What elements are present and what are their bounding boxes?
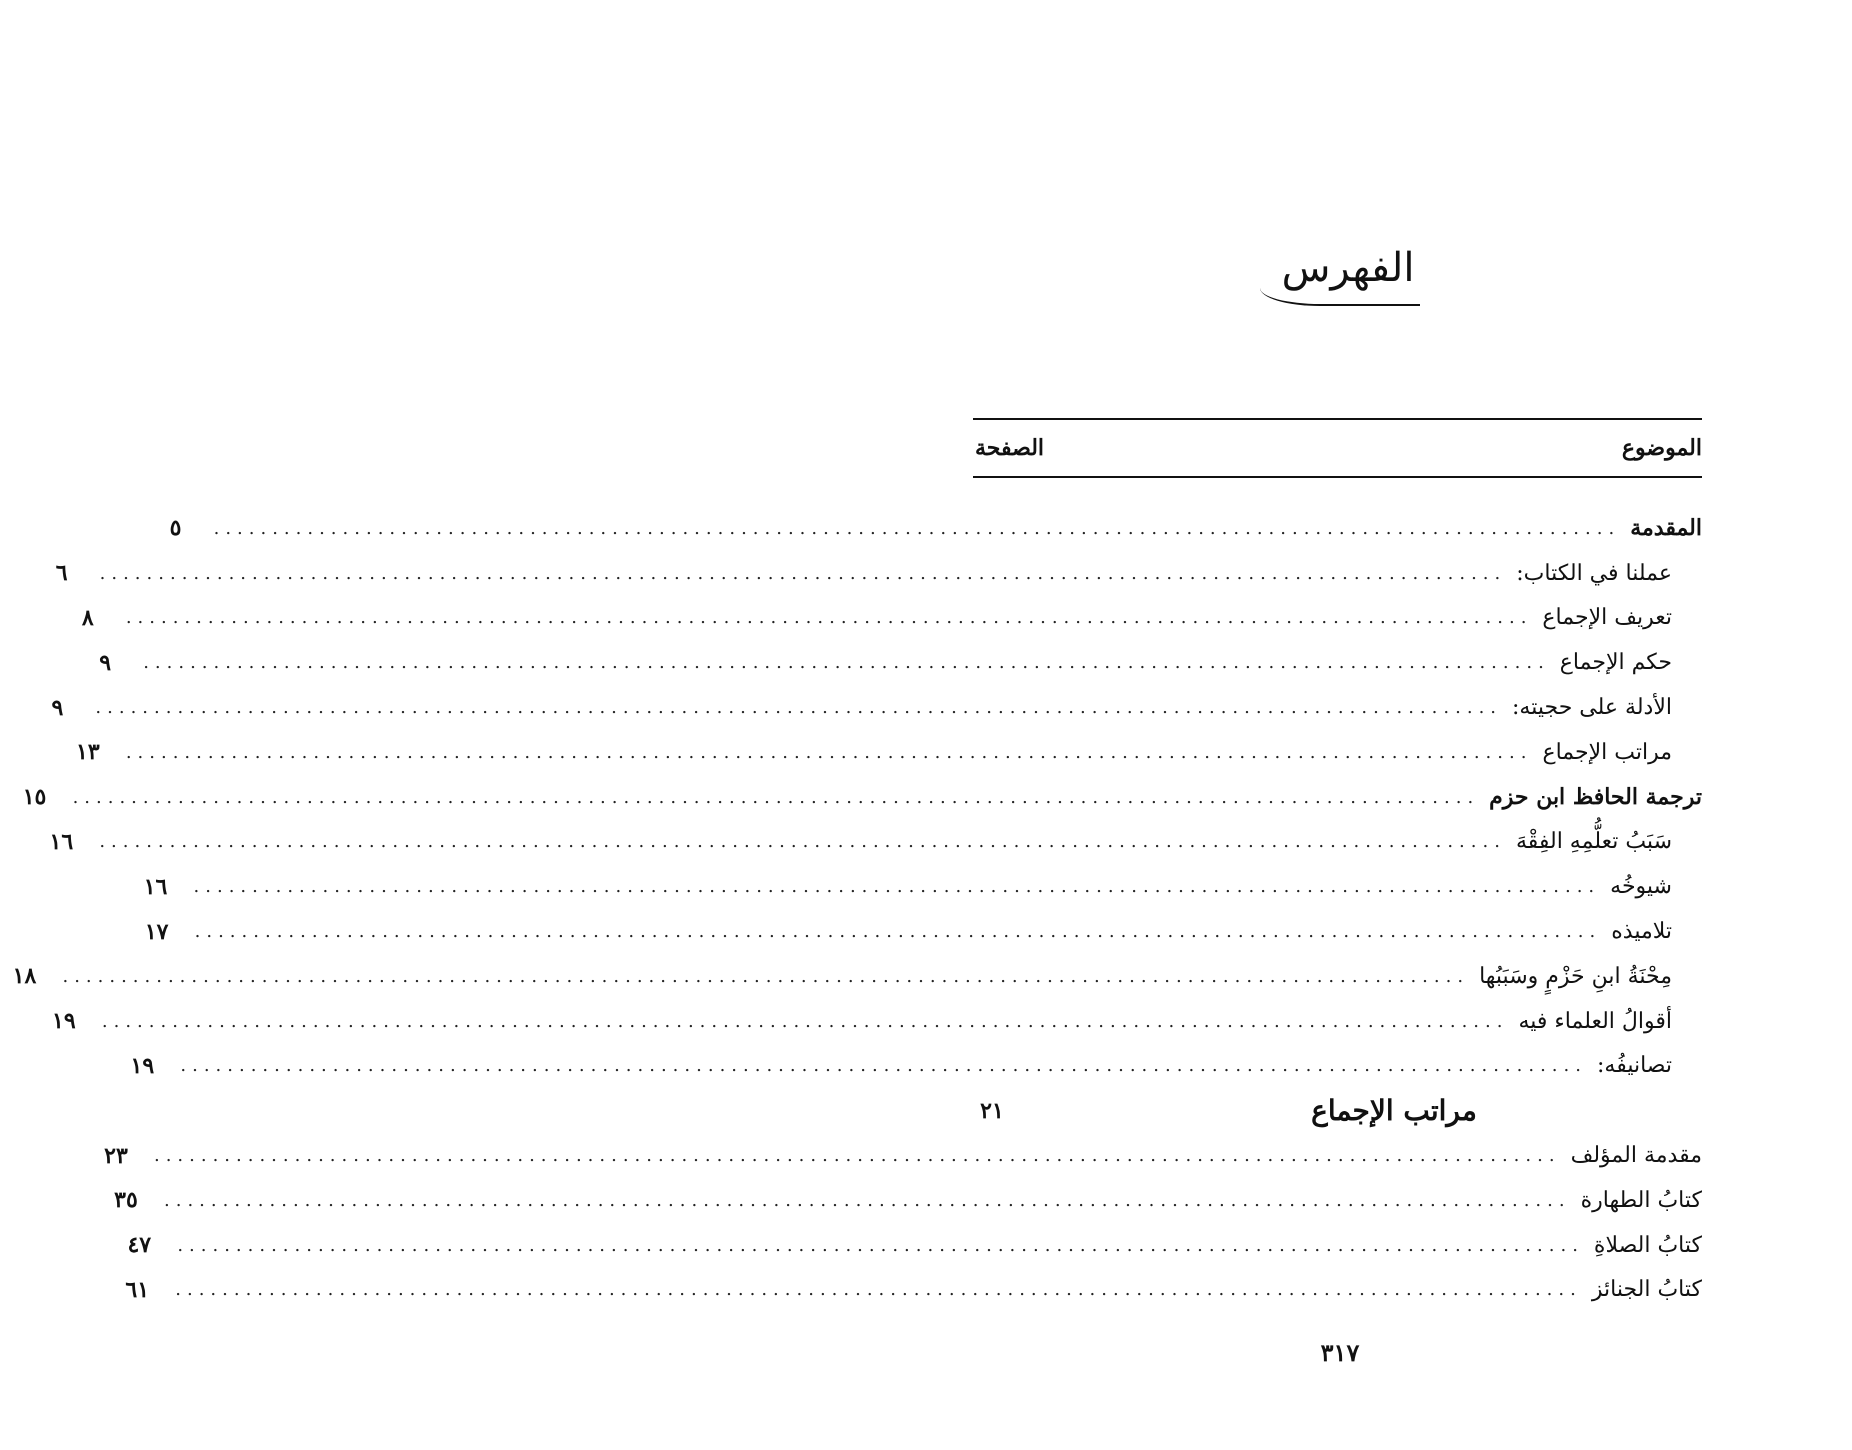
toc-entry — [968, 1088, 1702, 1133]
toc-entry-leader-dots: ........................................................................................................................ — [193, 876, 1601, 898]
toc-entry — [104, 1133, 1702, 1178]
toc-entry-label: مقدمة المؤلف — [1570, 1143, 1702, 1169]
toc-entry-label: شيوخُه — [1610, 874, 1672, 900]
table-of-contents — [12, 506, 1702, 1312]
toc-entry-leader-dots: ........................................................................................................................ — [72, 786, 1480, 808]
toc-entry-leader-dots: ........................................................................................................................ — [101, 1010, 1509, 1032]
toc-entry-leader-dots: ........................................................................................................................ — [177, 1234, 1584, 1256]
column-header-page: الصفحة — [975, 435, 1045, 461]
toc-entry — [143, 864, 1702, 909]
toc-entry-leader-dots: ........................................................................................................................ — [194, 921, 1602, 943]
header-top-rule — [973, 418, 1702, 420]
header-bottom-rule — [973, 476, 1702, 478]
toc-entry-label: أقوالُ العلماء فيه — [1518, 1008, 1672, 1034]
toc-entry-label: تعريف الإجماع — [1542, 605, 1672, 631]
toc-entry — [51, 685, 1702, 730]
toc-entry-page-number: ١٩ — [130, 1052, 155, 1079]
toc-entry-leader-dots: ........................................................................................................................ — [164, 1189, 1571, 1211]
column-header-topic: الموضوع — [1621, 435, 1702, 461]
toc-entry-leader-dots: ........................................................................................................................ — [143, 652, 1550, 674]
toc-entry-page-number: ١٦ — [49, 828, 74, 855]
toc-entry — [114, 1178, 1702, 1223]
toc-entry-page-number: ٢٣ — [104, 1142, 128, 1169]
toc-entry-label: تصانيفُه: — [1596, 1053, 1672, 1079]
toc-entry — [22, 775, 1702, 820]
toc-entry-label: عملنا في الكتاب: — [1516, 560, 1672, 586]
toc-entry — [144, 909, 1702, 954]
toc-entry-page-number: ١٥ — [22, 784, 47, 811]
toc-entry — [49, 820, 1702, 865]
toc-entry-leader-dots: ........................................................................................................................ — [153, 1145, 1561, 1167]
toc-entry-label: مِحْنَةُ ابنِ حَزْمٍ وسَبَبُها — [1479, 963, 1672, 989]
toc-entry-leader-dots: ........................................................................................................................ — [175, 1279, 1582, 1301]
page-number: ٣١٧ — [1320, 1338, 1360, 1367]
toc-entry-label: كتابُ الصلاةِ — [1593, 1232, 1702, 1258]
toc-entry-label: تلاميذه — [1611, 919, 1672, 945]
toc-entry-leader-dots: ........................................................................................................................ — [99, 831, 1506, 853]
toc-entry — [130, 1044, 1702, 1089]
toc-entry-page-number: ١٣ — [76, 739, 100, 766]
toc-entry-label: ترجمة الحافظ ابن حزم — [1489, 784, 1702, 811]
toc-entry-page-number: ٤٧ — [127, 1232, 152, 1259]
toc-entry-page-number: ١٩ — [52, 1008, 76, 1035]
page-title-text: الفهرس — [1260, 238, 1421, 306]
toc-entry — [125, 1268, 1702, 1313]
toc-entry-page-number: ٩ — [51, 694, 64, 721]
toc-entry-label: حكم الإجماع — [1559, 650, 1672, 676]
toc-entry — [99, 640, 1702, 685]
toc-entry-label: سَبَبُ تعلُّمِهِ الفِقْهَ — [1515, 829, 1672, 855]
toc-entry-leader-dots: ........................................................................................................................ — [99, 562, 1507, 584]
toc-entry-leader-dots: ........................................................................................................................ — [213, 517, 1621, 539]
toc-entry-leader-dots: ........................................................................................................................ — [95, 697, 1503, 719]
toc-entry-page-number: ٨ — [81, 604, 94, 631]
toc-entry-page-number: ٦١ — [125, 1276, 150, 1303]
toc-entry-label: كتابُ الجنائز — [1591, 1277, 1702, 1303]
toc-entry — [127, 1223, 1702, 1268]
toc-entry-label: مراتب الإجماع — [1311, 1094, 1477, 1128]
toc-entry-page-number: ١٧ — [144, 918, 169, 945]
toc-entry — [12, 954, 1702, 999]
toc-entry-leader-dots: ........................................................................................................................ — [180, 1055, 1587, 1077]
toc-entry-leader-dots: ........................................................................................................................ — [125, 607, 1533, 629]
toc-entry — [52, 999, 1702, 1044]
toc-entry-label: مراتب الإجماع — [1542, 739, 1672, 765]
toc-entry-page-number: ٦ — [55, 560, 68, 587]
toc-entry — [55, 551, 1702, 596]
toc-entry-page-number: ٣٥ — [114, 1187, 138, 1214]
page-title — [828, 238, 1852, 306]
toc-entry-page-number: ٩ — [99, 649, 112, 676]
toc-entry-page-number: ٢١ — [980, 1097, 1004, 1124]
toc-entry-label: المقدمة — [1630, 515, 1702, 542]
toc-entry — [81, 596, 1702, 641]
toc-entry-page-number: ١٨ — [12, 963, 37, 990]
toc-entry-page-number: ٥ — [169, 515, 182, 542]
toc-entry-page-number: ١٦ — [143, 873, 168, 900]
toc-entry-label: كتابُ الطهارة — [1580, 1187, 1702, 1213]
toc-entry-label: الأدلة على حجيته: — [1512, 695, 1672, 721]
toc-entry — [169, 506, 1702, 551]
toc-entry — [76, 730, 1702, 775]
toc-entry-leader-dots: ........................................................................................................................ — [62, 965, 1470, 987]
toc-entry-leader-dots: ........................................................................................................................ — [125, 741, 1533, 763]
